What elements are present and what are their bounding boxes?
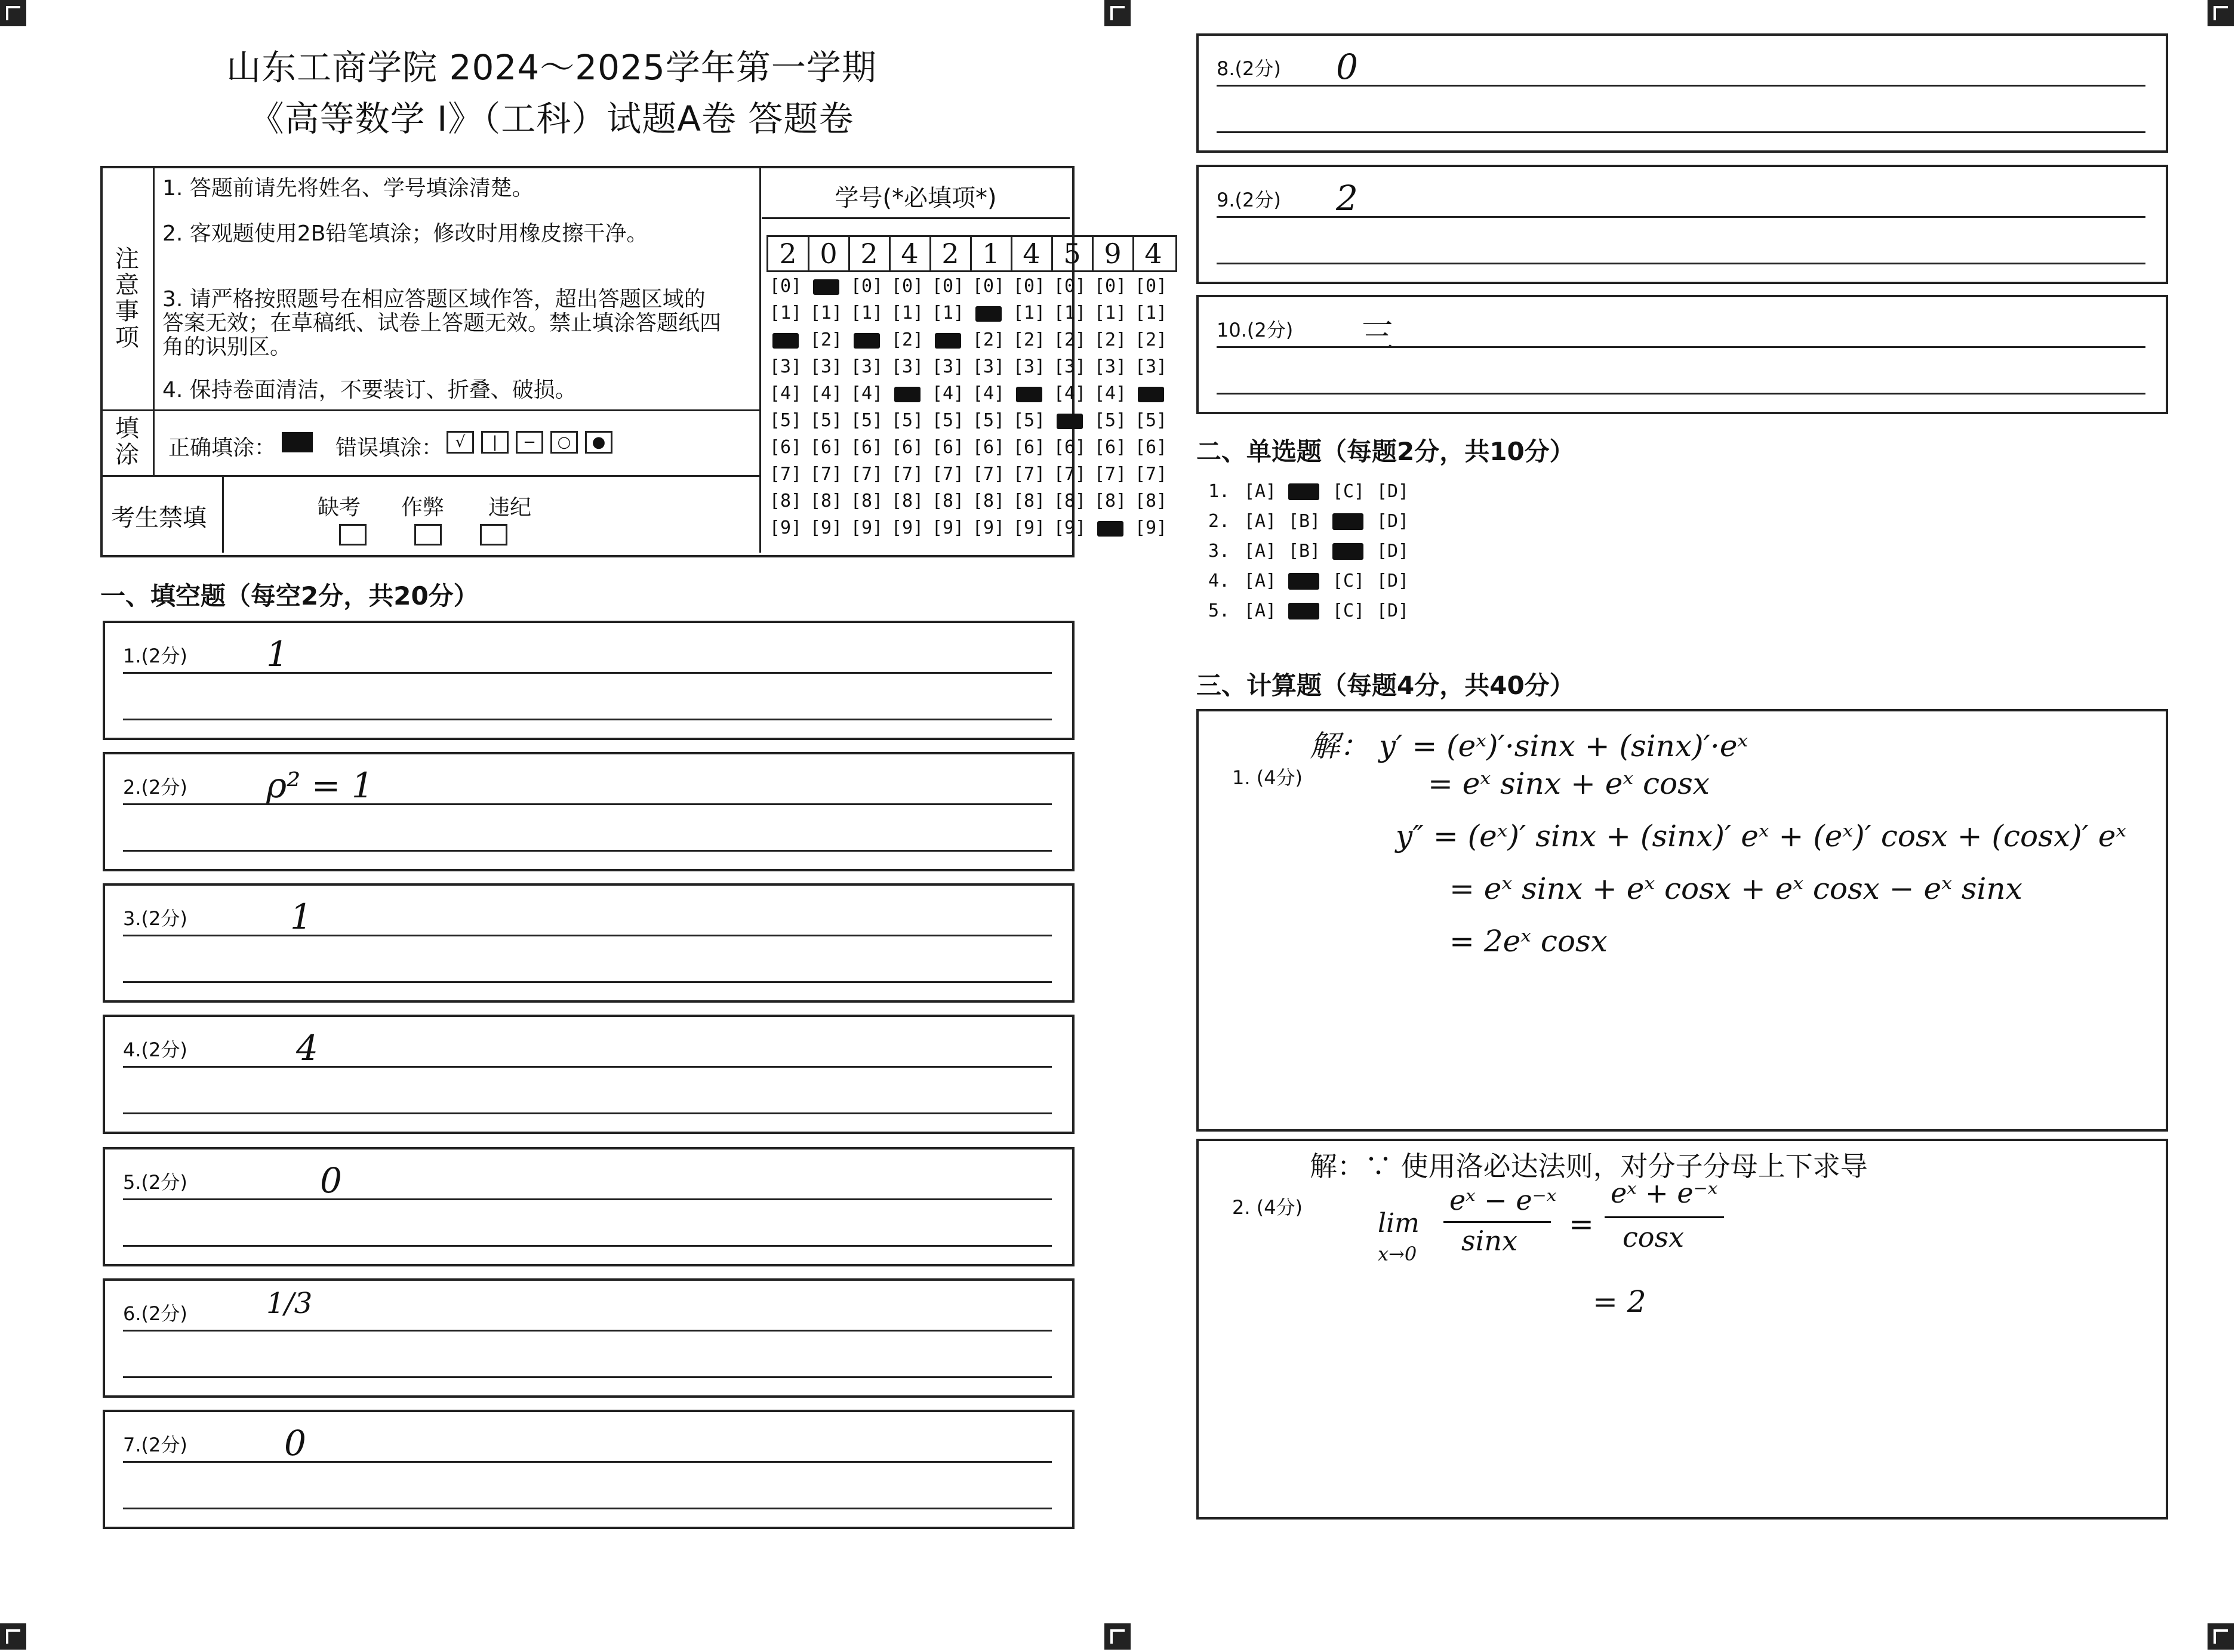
mc-question-number: 3.	[1208, 541, 1230, 562]
handwritten-answer: 0	[284, 1423, 306, 1463]
multiple-choice-area	[1208, 481, 1566, 636]
omr-bubble[interactable]: [2]	[1012, 329, 1046, 350]
forbidden-absent-box[interactable]	[339, 524, 367, 545]
question-label: 2. (4分)	[1232, 1196, 1303, 1219]
notice-label-cell	[103, 168, 155, 409]
omr-bubble[interactable]: [0]	[931, 276, 965, 297]
question-label: 3.(2分)	[123, 907, 187, 930]
omr-bubble[interactable]: [5]	[769, 410, 802, 431]
omr-bubble[interactable]: [6]	[1134, 437, 1168, 458]
mc-option-b[interactable]	[1282, 571, 1326, 591]
omr-bubble[interactable]: [5]	[1134, 410, 1168, 431]
mc-option-d[interactable]: [D]	[1376, 541, 1409, 562]
forbidden-absent-label: 缺考	[318, 495, 361, 520]
omr-bubble[interactable]: [3]	[1053, 356, 1086, 377]
omr-bubble[interactable]	[972, 301, 1005, 325]
fill-blank-q4[interactable]	[103, 1015, 1075, 1134]
answer-line	[1217, 85, 2145, 87]
omr-bubble[interactable]: [4]	[769, 383, 802, 404]
fill-blank-q6[interactable]	[103, 1278, 1075, 1398]
question-label: 10.(2分)	[1217, 319, 1294, 341]
omr-bubble[interactable]: [4]	[972, 383, 1005, 404]
mc-row	[1208, 600, 1415, 621]
omr-bubble[interactable]: [9]	[1012, 517, 1046, 538]
mc-row	[1208, 541, 1415, 562]
answer-line	[123, 935, 1052, 936]
fraction-bar	[1443, 1221, 1551, 1223]
omr-bubble[interactable]: [3]	[972, 356, 1005, 377]
omr-bubble[interactable]: [5]	[1012, 410, 1046, 431]
fill-blank-q5[interactable]	[103, 1147, 1075, 1266]
fill-blank-q1[interactable]	[103, 621, 1075, 740]
forbidden-label: 考生禁填	[111, 504, 207, 532]
omr-bubble[interactable]: [0]	[1012, 276, 1046, 297]
answer-line	[123, 1508, 1052, 1509]
omr-bubble[interactable]: [9]	[769, 517, 802, 538]
mc-option-b[interactable]: [B]	[1288, 541, 1321, 562]
wrong-mark-bar: |	[481, 431, 509, 454]
calc-q1-line-3: y″ = (eˣ)′ sinx + (sinx)′ eˣ + (eˣ)′ cosx + (cosx)′ eˣ	[1396, 819, 2127, 853]
omr-bubble[interactable]: [2]	[891, 329, 924, 350]
omr-bubble[interactable]: [8]	[850, 491, 883, 511]
fill-label: 填涂	[115, 415, 139, 469]
omr-bubble[interactable]: [7]	[1053, 464, 1086, 485]
omr-bubble[interactable]	[931, 328, 965, 352]
mc-option-b[interactable]	[1282, 481, 1326, 502]
student-id-digit: 4	[1012, 237, 1053, 270]
corner-marker-top-left	[0, 0, 26, 26]
omr-bubble[interactable]: [4]	[1094, 383, 1127, 404]
student-id-digit: 2	[849, 237, 891, 270]
forbidden-cheat-box[interactable]	[414, 524, 442, 545]
omr-bubble[interactable]: [2]	[809, 329, 843, 350]
mc-option-c[interactable]: [C]	[1332, 481, 1365, 502]
header-box	[100, 166, 1168, 557]
fill-blank-q8[interactable]	[1196, 33, 2168, 153]
forbidden-label-cell	[103, 475, 224, 553]
omr-bubble[interactable]: [2]	[1134, 329, 1168, 350]
handwritten-answer: 0	[1336, 47, 1358, 87]
omr-bubble[interactable]: [8]	[891, 491, 924, 511]
divider	[103, 409, 759, 411]
answer-line	[123, 981, 1052, 983]
omr-bubble[interactable]: [7]	[891, 464, 924, 485]
fill-label-cell	[103, 409, 155, 475]
mc-option-a[interactable]: [A]	[1243, 541, 1277, 562]
omr-bubble[interactable]: [7]	[931, 464, 965, 485]
omr-bubble[interactable]: [7]	[1012, 464, 1046, 485]
calc-q2-denominator-right: cosx	[1623, 1221, 1685, 1253]
omr-bubble[interactable]: [9]	[809, 517, 843, 538]
omr-bubble[interactable]: [3]	[850, 356, 883, 377]
answer-line	[1217, 216, 2145, 218]
omr-bubble[interactable]: [8]	[769, 491, 802, 511]
omr-bubble[interactable]: [7]	[769, 464, 802, 485]
omr-bubble[interactable]: [4]	[850, 383, 883, 404]
fill-blank-q7[interactable]	[103, 1410, 1075, 1529]
notice-label: 注意事项	[115, 245, 139, 352]
student-id-digit: 1	[971, 237, 1012, 270]
omr-bubble[interactable]: [1]	[1012, 303, 1046, 323]
student-id-digit: 4	[890, 237, 931, 270]
corner-marker-top-center	[1104, 0, 1131, 26]
answer-line	[123, 1198, 1052, 1200]
wrong-mark-circle: ○	[550, 431, 578, 454]
calc-q2-numerator-right: eˣ + e⁻ˣ	[1611, 1177, 1718, 1209]
handwritten-answer: 0	[320, 1160, 342, 1201]
answer-line	[1217, 263, 2145, 264]
mc-option-c[interactable]	[1326, 541, 1371, 562]
answer-line	[1217, 346, 2145, 348]
calc-q2-lim: lim	[1378, 1208, 1420, 1238]
omr-bubble[interactable]: [1]	[1094, 303, 1127, 323]
omr-bubble[interactable]: [6]	[850, 437, 883, 458]
question-label: 4.(2分)	[123, 1038, 187, 1061]
omr-bubble[interactable]	[1094, 516, 1127, 540]
calc-q1-line-5: = 2eˣ cosx	[1449, 924, 1608, 958]
omr-bubble[interactable]: [2]	[1094, 329, 1127, 350]
omr-bubble[interactable]: [5]	[891, 410, 924, 431]
divider	[759, 168, 761, 553]
omr-bubble[interactable]: [8]	[809, 491, 843, 511]
handwritten-answer: 1	[290, 896, 312, 937]
omr-bubble[interactable]: [1]	[850, 303, 883, 323]
omr-bubble[interactable]: [6]	[891, 437, 924, 458]
mc-question-number: 4.	[1208, 571, 1230, 591]
calc-q1-line-1: 解： y′ = (eˣ)′·sinx + (sinx)′·eˣ	[1310, 729, 1748, 763]
omr-bubble[interactable]: [6]	[769, 437, 802, 458]
omr-bubble[interactable]: [7]	[1134, 464, 1168, 485]
omr-bubble[interactable]: [5]	[1094, 410, 1127, 431]
question-label: 6.(2分)	[123, 1302, 187, 1325]
fill-blank-q2[interactable]	[103, 752, 1075, 871]
answer-line	[123, 1066, 1052, 1068]
calc-q2-box[interactable]	[1196, 1139, 2168, 1520]
omr-bubble[interactable]: [9]	[972, 517, 1005, 538]
handwritten-answer: 4	[296, 1028, 318, 1068]
mc-option-c[interactable]: [C]	[1332, 571, 1365, 591]
forbidden-violation-label: 违纪	[488, 495, 532, 520]
omr-bubble[interactable]: [6]	[1012, 437, 1046, 458]
omr-bubble[interactable]: [3]	[809, 356, 843, 377]
omr-bubble[interactable]: [0]	[850, 276, 883, 297]
mc-option-d[interactable]: [D]	[1376, 571, 1409, 591]
omr-bubble[interactable]: [3]	[891, 356, 924, 377]
omr-bubble[interactable]: [6]	[1094, 437, 1127, 458]
mc-row	[1208, 571, 1415, 591]
section1-title: 一、填空题（每空2分，共20分）	[100, 581, 479, 611]
notice-item-3: 3. 请严格按照题号在相应答题区域作答，超出答题区域的答案无效；在草稿纸、试卷上答题无效。禁止填涂答题纸四角的识别区。	[162, 287, 722, 359]
omr-bubble[interactable]: [1]	[1134, 303, 1168, 323]
omr-bubble[interactable]: [1]	[931, 303, 965, 323]
answer-line	[123, 1245, 1052, 1247]
omr-bubble[interactable]: [6]	[1053, 437, 1086, 458]
omr-bubble[interactable]: [7]	[809, 464, 843, 485]
question-label: 5.(2分)	[123, 1171, 187, 1194]
student-id-digit: 2	[931, 237, 972, 270]
omr-bubble[interactable]: [1]	[1053, 303, 1086, 323]
omr-bubble[interactable]	[891, 382, 924, 406]
omr-bubble[interactable]: [9]	[891, 517, 924, 538]
question-label: 8.(2分)	[1217, 57, 1281, 80]
omr-bubble[interactable]	[1053, 409, 1086, 433]
omr-bubble[interactable]: [6]	[931, 437, 965, 458]
mc-question-number: 2.	[1208, 511, 1230, 532]
mc-question-number: 1.	[1208, 481, 1230, 502]
omr-bubble[interactable]: [8]	[1134, 491, 1168, 511]
mc-option-b[interactable]	[1282, 600, 1326, 621]
omr-bubble[interactable]: [8]	[1012, 491, 1046, 511]
omr-bubble[interactable]: [9]	[850, 517, 883, 538]
student-id-digit: 2	[768, 237, 809, 270]
omr-bubble[interactable]: [5]	[931, 410, 965, 431]
omr-bubble[interactable]: [6]	[809, 437, 843, 458]
omr-bubble[interactable]: [8]	[931, 491, 965, 511]
calc-q2-lim-sub: x→0	[1378, 1243, 1417, 1265]
omr-bubble[interactable]: [0]	[1134, 276, 1168, 297]
omr-bubble[interactable]: [8]	[1094, 491, 1127, 511]
fill-blank-q9[interactable]	[1196, 165, 2168, 284]
omr-bubble[interactable]: [4]	[931, 383, 965, 404]
omr-bubble[interactable]	[850, 328, 883, 352]
omr-bubble[interactable]: [5]	[850, 410, 883, 431]
mc-option-b[interactable]: [B]	[1288, 511, 1321, 532]
omr-bubble[interactable]: [4]	[1053, 383, 1086, 404]
corner-marker-bottom-left	[0, 1623, 26, 1650]
answer-line	[1217, 393, 2145, 394]
answer-line	[123, 803, 1052, 805]
mc-option-d[interactable]: [D]	[1376, 481, 1409, 502]
fraction-bar	[1605, 1216, 1724, 1218]
student-id-omr-grid	[766, 275, 1174, 549]
student-id-digit: 4	[1144, 238, 1162, 270]
exam-title-line2: 《高等数学 I》（工科）试题A卷 答题卷	[249, 98, 854, 139]
mc-row	[1208, 481, 1415, 502]
question-label: 1. (4分)	[1232, 766, 1303, 789]
calc-q1-line-2: = eˣ sinx + eˣ cosx	[1428, 766, 1710, 801]
wrong-mark-check: √	[447, 431, 474, 454]
omr-bubble[interactable]: [0]	[972, 276, 1005, 297]
forbidden-violation-box[interactable]	[480, 524, 507, 545]
answer-line	[123, 1461, 1052, 1463]
omr-bubble[interactable]: [5]	[972, 410, 1005, 431]
omr-bubble[interactable]: [0]	[769, 276, 802, 297]
omr-bubble[interactable]: [1]	[891, 303, 924, 323]
calc-q1-line-4: = eˣ sinx + eˣ cosx + eˣ cosx − eˣ sinx	[1449, 871, 2022, 906]
student-id-digit: 9	[1093, 237, 1134, 270]
fill-wrong-samples	[443, 431, 616, 454]
omr-bubble[interactable]: [7]	[850, 464, 883, 485]
mc-option-d[interactable]: [D]	[1376, 600, 1409, 621]
mc-option-a[interactable]: [A]	[1243, 600, 1277, 621]
corner-marker-top-right	[2208, 0, 2234, 26]
omr-bubble[interactable]	[769, 328, 802, 352]
fill-correct-label: 正确填涂：	[168, 436, 276, 460]
mc-question-number: 5.	[1208, 600, 1230, 621]
question-label: 2.(2分)	[123, 776, 187, 799]
omr-bubble[interactable]: [9]	[931, 517, 965, 538]
omr-bubble[interactable]: [2]	[1053, 329, 1086, 350]
student-id-digits	[766, 235, 1177, 272]
section2-title: 二、单选题（每题2分，共10分）	[1196, 437, 1575, 466]
omr-bubble[interactable]: [5]	[809, 410, 843, 431]
student-id-digit: 0	[809, 237, 850, 270]
omr-bubble[interactable]: [1]	[769, 303, 802, 323]
notice-item-4: 4. 保持卷面清洁，不要装订、折叠、破损。	[162, 378, 577, 402]
answer-line	[1217, 131, 2145, 133]
notice-item-1: 1. 答题前请先将姓名、学号填涂清楚。	[162, 176, 534, 201]
fill-wrong-label: 错误填涂：	[335, 436, 444, 460]
mc-option-d[interactable]: [D]	[1376, 511, 1409, 532]
calc-q2-denominator-left: sinx	[1461, 1225, 1517, 1257]
handwritten-answer: 1/3	[266, 1287, 313, 1320]
omr-bubble[interactable]: [3]	[931, 356, 965, 377]
answer-line	[123, 1330, 1052, 1332]
omr-bubble[interactable]: [7]	[1094, 464, 1127, 485]
calc-q2-numerator-left: eˣ − e⁻ˣ	[1449, 1184, 1557, 1216]
fill-correct-sample	[282, 432, 313, 452]
omr-bubble[interactable]	[1012, 382, 1046, 406]
notice-item-2: 2. 客观题使用2B铅笔填涂；修改时用橡皮擦干净。	[162, 221, 648, 246]
exam-title-line1: 山东工商学院 2024～2025学年第一学期	[226, 47, 877, 88]
answer-line	[123, 1376, 1052, 1378]
mc-option-c[interactable]	[1326, 511, 1371, 532]
question-label: 7.(2分)	[123, 1434, 187, 1456]
omr-bubble[interactable]: [0]	[1094, 276, 1127, 297]
fill-blank-q10[interactable]	[1196, 295, 2168, 414]
omr-bubble[interactable]: [3]	[1094, 356, 1127, 377]
calc-q2-line-1: 解：∵ 使用洛必达法则，对分子分母上下求导	[1310, 1150, 1868, 1182]
mc-row	[1208, 511, 1415, 532]
omr-bubble[interactable]: [9]	[1134, 517, 1168, 538]
omr-bubble[interactable]: [6]	[972, 437, 1005, 458]
omr-bubble[interactable]: [7]	[972, 464, 1005, 485]
mc-option-a[interactable]: [A]	[1243, 571, 1277, 591]
calc-q1-box[interactable]	[1196, 709, 2168, 1132]
forbidden-cheat-label: 作弊	[401, 495, 445, 520]
omr-bubble[interactable]	[809, 275, 843, 298]
omr-bubble[interactable]: [8]	[1053, 491, 1086, 511]
omr-bubble[interactable]: [0]	[1053, 276, 1086, 297]
fill-blank-q3[interactable]	[103, 883, 1075, 1003]
handwritten-answer: 1	[266, 634, 288, 674]
omr-bubble[interactable]: [1]	[809, 303, 843, 323]
mc-option-a[interactable]: [A]	[1243, 511, 1277, 532]
handwritten-answer: ρ² = 1	[266, 765, 374, 806]
corner-marker-bottom-right	[2208, 1623, 2234, 1650]
omr-bubble[interactable]	[1134, 382, 1168, 406]
omr-bubble[interactable]: [3]	[769, 356, 802, 377]
omr-bubble[interactable]: [4]	[809, 383, 843, 404]
answer-line	[123, 672, 1052, 674]
omr-bubble[interactable]: [2]	[972, 329, 1005, 350]
answer-line	[123, 1112, 1052, 1114]
section3-title: 三、计算题（每题4分，共40分）	[1196, 671, 1575, 700]
omr-bubble[interactable]: [9]	[1053, 517, 1086, 538]
calc-q2-equals: =	[1569, 1207, 1594, 1241]
corner-marker-bottom-center	[1104, 1623, 1131, 1650]
student-id-title: 学号(*必填项*)	[835, 184, 997, 212]
answer-line	[123, 719, 1052, 720]
omr-bubble[interactable]: [3]	[1012, 356, 1046, 377]
omr-bubble[interactable]: [0]	[891, 276, 924, 297]
answer-line	[123, 850, 1052, 852]
wrong-mark-dash: −	[516, 431, 543, 454]
handwritten-answer: 2	[1336, 178, 1358, 218]
omr-bubble[interactable]: [8]	[972, 491, 1005, 511]
handwritten-answer: 三	[1360, 316, 1395, 356]
mc-option-a[interactable]: [A]	[1243, 481, 1277, 502]
mc-option-c[interactable]: [C]	[1332, 600, 1365, 621]
divider	[762, 217, 1070, 219]
student-id-digit: 5	[1052, 237, 1094, 270]
omr-bubble[interactable]: [3]	[1134, 356, 1168, 377]
question-label: 9.(2分)	[1217, 189, 1281, 211]
wrong-mark-dot: ●	[585, 431, 612, 454]
question-label: 1.(2分)	[123, 645, 187, 667]
calc-q2-result: = 2	[1593, 1284, 1646, 1319]
